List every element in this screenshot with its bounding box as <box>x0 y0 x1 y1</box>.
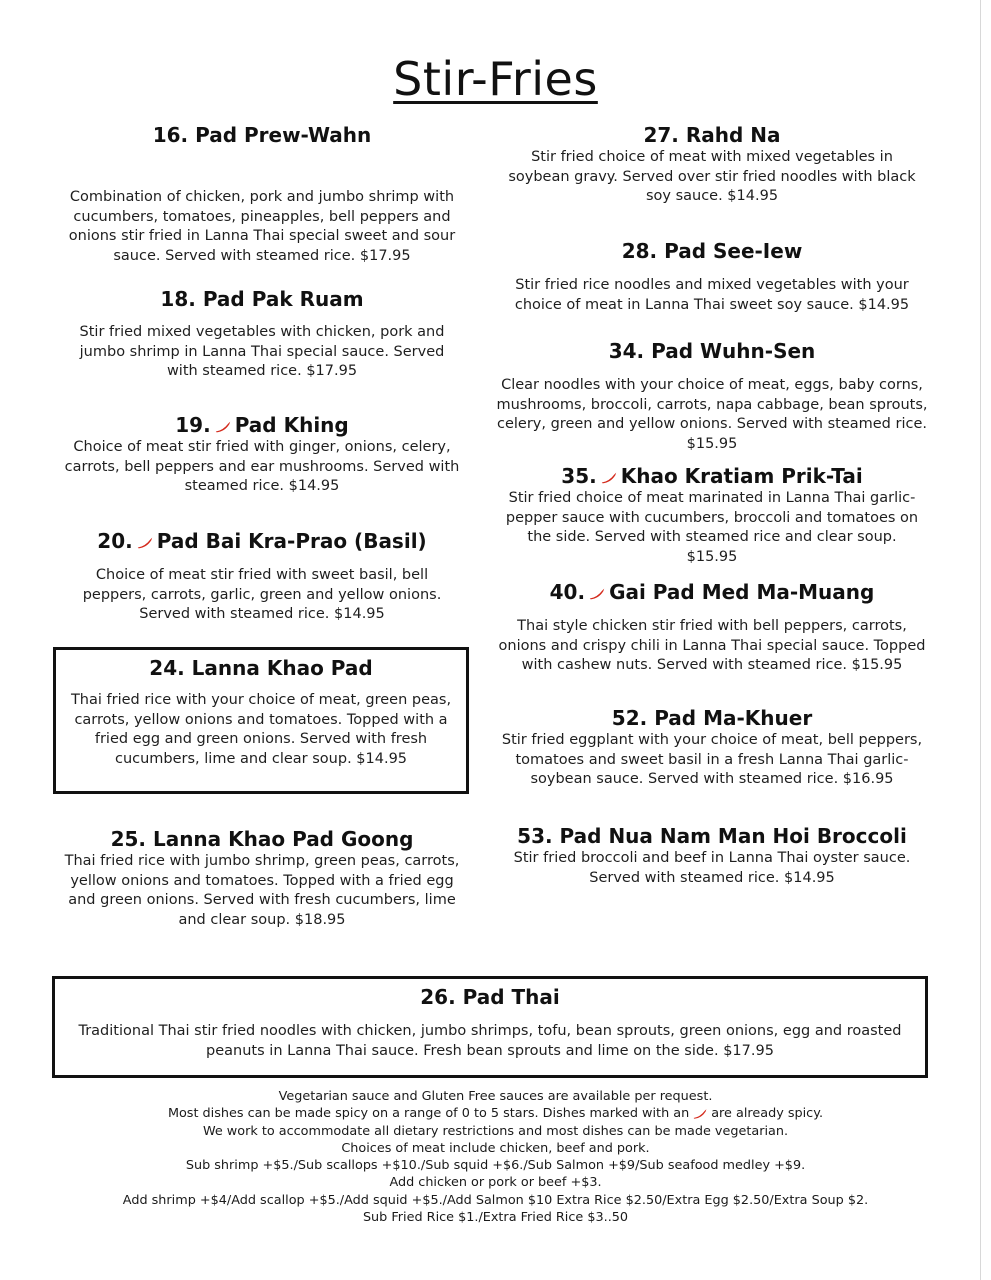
item-name <box>62 412 462 438</box>
item-name: 24. Lanna Khao Pad <box>149 656 373 680</box>
item-name: 34. Pad Wuhn-Sen <box>608 339 816 363</box>
menu-item-52 <box>496 705 928 790</box>
note-line: Choices of meat include chicken, beef and pork. <box>341 1140 650 1156</box>
item-name: 25. Lanna Khao Pad Goong <box>110 827 414 851</box>
item-description: Stir fried eggplant with your choice of meat, bell peppers, tomatoes and sweet basil in a fresh Lanna Thai garlic-soybean sauce. Served with steamed rice. $16.95 <box>501 732 923 787</box>
note-line: Add shrimp +$4/Add scallop +$5./Add squid +$5./Add Salmon $10 Extra Rice $2.50/Extra Egg $2.50/Extra Soup $2. <box>122 1192 869 1208</box>
item-title: Khao Kratiam Prik-Tai <box>620 464 863 488</box>
item-description: Thai fried rice with jumbo shrimp, green peas, carrots, yellow onions and tomatoes. Topped with a fried egg and green onions. Served with fresh cucumbers, lime and clear soup. $18.95 <box>64 853 460 928</box>
menu-item-35 <box>496 463 928 567</box>
menu-item-40 <box>496 579 928 676</box>
note-line-spicy <box>0 1105 991 1122</box>
item-description: Clear noodles with your choice of meat, eggs, baby corns, mushrooms, broccoli, carrots, napa cabbage, bean sprouts, celery, green and yellow onions. Served with steamed rice. $15.95 <box>496 377 928 452</box>
item-title: Pad Bai Kra-Prao (Basil) <box>156 529 427 553</box>
note-line: Add chicken or pork or beef +$3. <box>389 1175 602 1191</box>
note-line: Vegetarian sauce and Gluten Free sauces are available per request. <box>278 1089 713 1104</box>
item-number: 35. <box>561 464 597 488</box>
item-name: 52. Pad Ma-Khuer <box>611 706 813 730</box>
item-description: Thai fried rice with your choice of meat, green peas, carrots, yellow onions and tomatoes. Topped with a fried egg and green onions. Served with fresh cucumbers, lime and clear soup. $14.95 <box>70 692 452 767</box>
menu-item-25 <box>62 826 462 930</box>
item-description: Stir fried mixed vegetables with chicken, pork and jumbo shrimp in Lanna Thai special sauce. Served with steamed rice. $17.95 <box>79 324 445 379</box>
item-number: 19. <box>175 413 211 437</box>
menu-item-19 <box>62 412 462 497</box>
item-description: Stir fried choice of meat marinated in Lanna Thai garlic-pepper sauce with cucumbers, broccoli and tomatoes on the side. Served with steamed rice and clear soup. $15.95 <box>505 490 919 565</box>
item-name <box>496 463 928 489</box>
note-text: are already spicy. <box>711 1106 824 1122</box>
menu-item-18 <box>62 286 462 382</box>
menu-item-20 <box>62 528 462 625</box>
item-description: Stir fried rice noodles and mixed vegetables with your choice of meat in Lanna Thai sweet soy sauce. $14.95 <box>514 277 910 313</box>
chili-pepper-icon <box>600 471 618 485</box>
chili-pepper-icon <box>136 536 154 550</box>
item-description: Choice of meat stir fried with ginger, onions, celery, carrots, bell peppers and ear mushrooms. Served with steamed rice. $14.95 <box>64 439 460 494</box>
item-title: Pad Khing <box>234 413 349 437</box>
menu-item-34 <box>496 338 928 454</box>
item-title: Gai Pad Med Ma-Muang <box>609 580 875 604</box>
chili-pepper-icon <box>214 420 232 434</box>
item-description: Stir fried choice of meat with mixed vegetables in soybean gravy. Served over stir fried noodles with black soy sauce. $14.95 <box>508 149 916 204</box>
item-name: 16. Pad Prew-Wahn <box>152 123 372 147</box>
item-name: 28. Pad See-Iew <box>621 239 803 263</box>
menu-item-24 <box>66 655 456 769</box>
item-number: 40. <box>549 580 586 604</box>
item-name: 27. Rahd Na <box>643 123 781 147</box>
page-title: Stir-Fries <box>393 52 598 106</box>
item-name <box>62 528 462 554</box>
item-name: 53. Pad Nua Nam Man Hoi Broccoli <box>517 824 907 848</box>
item-description: Thai style chicken stir fried with bell peppers, carrots, onions and crispy chili in Lanna Thai special sauce. Topped with cashew nuts. Served with steamed rice. $15.95 <box>498 618 926 673</box>
item-name: 18. Pad Pak Ruam <box>160 287 364 311</box>
item-name: 26. Pad Thai <box>420 985 560 1009</box>
menu-item-27 <box>496 122 928 207</box>
item-name <box>496 579 928 605</box>
item-description: Combination of chicken, pork and jumbo shrimp with cucumbers, tomatoes, pineapples, bell peppers and onions stir fried in Lanna Thai special sweet and sour sauce. Served with steamed rice. $17.95 <box>68 189 456 264</box>
chili-pepper-icon <box>692 1108 708 1120</box>
item-description: Choice of meat stir fried with sweet basil, bell peppers, carrots, garlic, green and yellow onions. Served with steamed rice. $14.95 <box>82 567 442 622</box>
chili-pepper-icon <box>588 587 606 601</box>
menu-item-28 <box>496 238 928 315</box>
item-description: Stir fried broccoli and beef in Lanna Thai oyster sauce. Served with steamed rice. $14.95 <box>513 850 911 886</box>
menu-item-26 <box>66 984 914 1061</box>
menu-item-16 <box>62 122 462 266</box>
note-line: We work to accommodate all dietary restrictions and most dishes can be made vegetarian. <box>202 1123 789 1139</box>
item-description: Traditional Thai stir fried noodles with chicken, jumbo shrimps, tofu, bean sprouts, green onions, egg and roasted peanuts in Lanna Thai sauce. Fresh bean sprouts and lime on the side. $17.95 <box>78 1023 902 1059</box>
item-number: 20. <box>97 529 133 553</box>
menu-notes <box>0 1088 991 1226</box>
note-line: Sub shrimp +$5./Sub scallops +$10./Sub squid +$6./Sub Salmon +$9/Sub seafood medley +$9. <box>185 1158 806 1174</box>
menu-item-53 <box>496 823 928 888</box>
note-text: Most dishes can be made spicy on a range of 0 to 5 stars. Dishes marked with an <box>167 1106 690 1122</box>
note-line: Sub Fried Rice $1./Extra Fried Rice $3..50 <box>362 1210 629 1226</box>
